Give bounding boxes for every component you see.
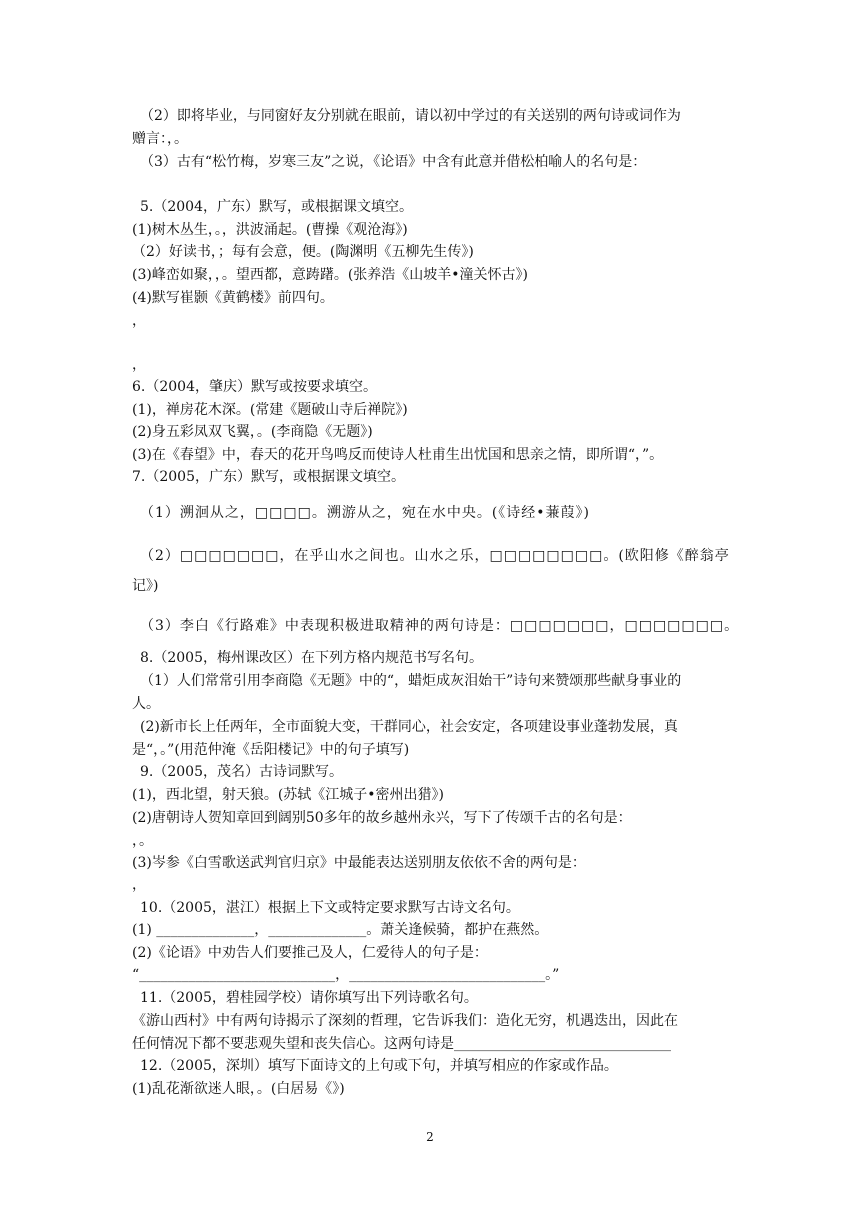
text-line: (1)乱花渐欲迷人眼，。(白居易《》) [132,1081,345,1097]
text-line: (2)身五彩凤双飞翼，。(李商隐《无题》) [132,424,373,440]
text-line: 记》) [132,578,159,594]
text-line: (1)，禅房花木深。(常建《题破山寺后禅院》) [132,402,408,418]
text-line: (2)唐朝诗人贺知章回到阔别50多年的故乡越州永兴，写下了传颂千古的名句是： [132,810,632,826]
text-line: ， [132,877,146,893]
question-heading: 8.（2005，梅州课改区）在下列方格内规范书写名句。 [140,650,483,666]
text-line: ， [132,357,146,373]
question-heading: 7.（2005，广东）默写，或根据课文填空。 [132,469,405,485]
text-line: 《游山西村》中有两句诗揭示了深刻的哲理，它告诉我们：造化无穷，机遇迭出，因此在 [132,1013,678,1029]
text-line: (1)树木丛生，。，洪波涌起。(曹操《观沧海》) [132,222,408,238]
text-line: (1) ______________，______________。萧关逢候骑，都护在燕然。 [132,922,549,938]
text-line: ，。 [132,833,153,849]
text-line: (1)，西北望，射天狼。(苏轼《江城子•密州出猎》) [132,787,445,803]
text-line: (3)峰峦如聚，，。望西都，意踌躇。(张养浩《山坡羊•潼关怀古》) [132,267,529,283]
text-line: (2)《论语》中劝告人们要推己及人，仁爱待人的句子是： [132,945,488,961]
text-line: (4)默写崔颢《黄鹤楼》前四句。 [132,290,334,306]
text-line: 人。 [132,696,160,712]
text-line: (3)在《春望》中，春天的花开鸟鸣反而使诗人杜甫生出忧国和思亲之情，即所谓“，”。 [132,447,664,463]
text-line: 是“，。”(用范仲淹《岳阳楼记》中的句子填写) [132,742,410,758]
question-heading: 10.（2005，湛江）根据上下文或特定要求默写古诗文名句。 [140,900,520,916]
text-line: （3）古有“松竹梅，岁寒三友”之说，《论语》中含有此意并借松柏喻人的名句是： [140,154,647,170]
text-line: （2）□□□□□□□，在乎山水之间也。山水之乐，□□□□□□□□。(欧阳修《醉翁亭 [140,548,730,564]
text-line: (2)新市长上任两年，全市面貌大变，干群同心，社会安定，各项建设事业蓬勃发展，真 [140,719,678,735]
text-line: 任何情况下都不要悲观失望和丧失信心。这两句诗是_______________________________ [132,1036,671,1052]
page-number: 2 [426,1130,434,1144]
text-line: （2）即将毕业，与同窗好友分别就在眼前，请以初中学过的有关送别的两句诗或词作为 [140,108,681,124]
text-line: （1）溯洄从之，□□□□。溯游从之，宛在水中央。(《诗经•蒹葭》) [140,505,590,521]
question-heading: 12.（2005，深圳）填写下面诗文的上句或下句，并填写相应的作家或作品。 [140,1058,618,1074]
text-line: (3)岑参《白雪歌送武判官归京》中最能表达送别朋友依依不舍的两句是： [132,855,586,871]
text-line: （1）人们常常引用李商隐《无题》中的“，蜡炬成灰泪始干”诗句来赞颂那些献身事业的 [140,673,682,689]
question-heading: 6.（2004，肇庆）默写或按要求填空。 [132,379,377,395]
text-line: “____________________________，____________________________。” [132,967,560,983]
text-line: （3）李白《行路难》中表现积极进取精神的两句诗是：□□□□□□□，□□□□□□□。 [140,618,740,634]
question-heading: 5.（2004，广东）默写，或根据课文填空。 [140,199,413,215]
text-line: （2）好读书，；每有会意，便。(陶渊明《五柳先生传》) [132,244,474,260]
question-heading: 11.（2005，碧桂园学校）请你填写出下列诗歌名句。 [140,990,478,1006]
question-heading: 9.（2005，茂名）古诗词默写。 [140,764,343,780]
text-line: ， [132,313,146,329]
text-line: 赠言：，。 [132,131,188,147]
